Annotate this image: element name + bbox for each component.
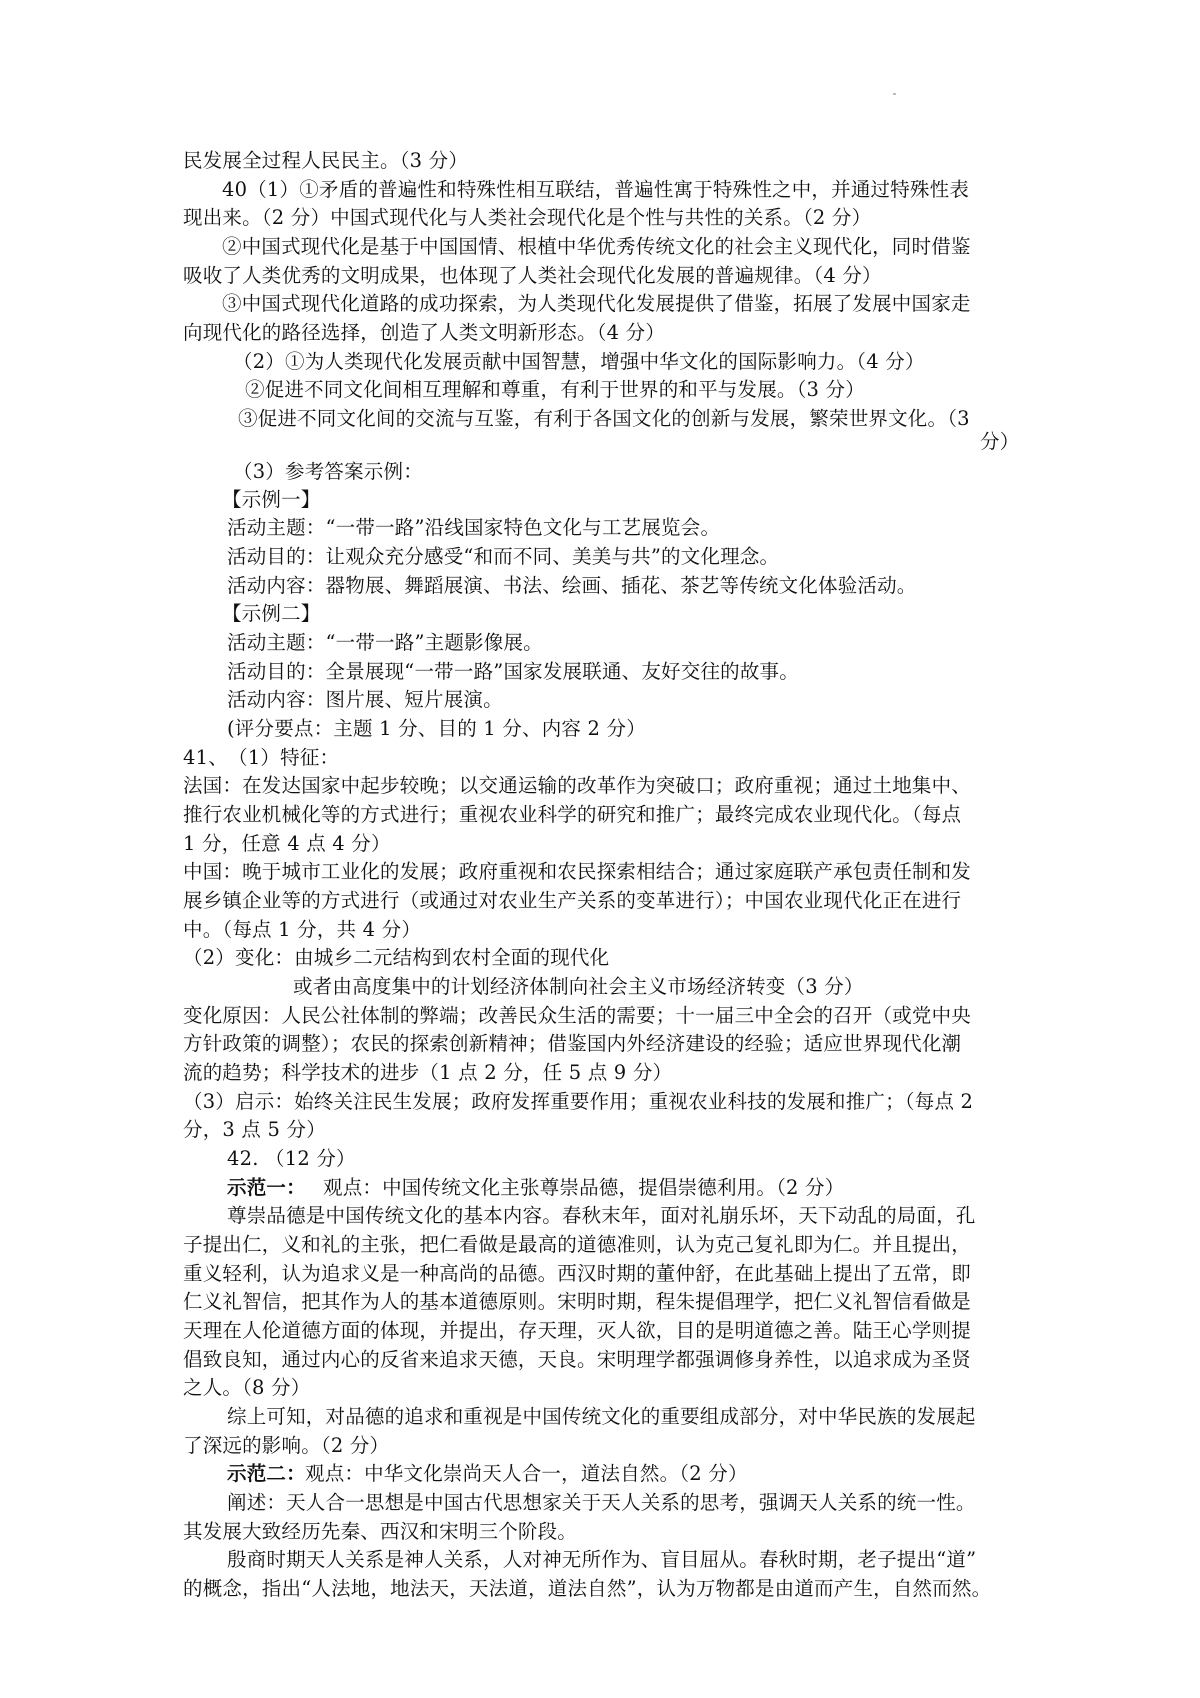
text-line: 中国：晚于城市工业化的发展；政府重视和农民探索相结合；通过家庭联产承包责任制和发 — [183, 860, 972, 883]
text-line: 倡致良知，通过内心的反省来追求天德，天良。宋明理学都强调修身养性，以追求成为圣贤 — [183, 1348, 972, 1371]
text-line: ②中国式现代化是基于中国国情、根植中华优秀传统文化的社会主义现代化，同时借鉴 — [222, 235, 971, 258]
heading-example-two: 示范二： — [227, 1462, 306, 1485]
text-line: ③中国式现代化道路的成功探索，为人类现代化发展提供了借鉴，拓展了发展中国家走 — [222, 292, 971, 315]
text-line: （2）变化：由城乡二元结构到农村全面的现代化 — [183, 946, 610, 969]
text-line: 41、 （1）特征： — [183, 746, 340, 769]
text-line: 了深远的影响。（2 分） — [183, 1434, 390, 1457]
text-line: 活动主题：“一带一路”沿线国家特色文化与工艺展览会。 — [227, 516, 721, 539]
text-line: 的概念，指出“人法地，地法天，天法道，道法自然”，认为万物都是由道而产生，自然而然。 — [183, 1577, 992, 1600]
text-line: 阐述：天人合一思想是中国古代思想家关于天人关系的思考，强调天人关系的统一性。 — [227, 1491, 976, 1514]
text-line: （2）①为人类现代化发展贡献中国智慧，增强中华文化的国际影响力。（4 分） — [233, 350, 925, 373]
text-line: 分，3 点 5 分） — [183, 1118, 326, 1141]
scan-speck — [893, 93, 896, 95]
text-line: 活动目的：全景展现“一带一路”国家发展联通、友好交往的故事。 — [227, 660, 799, 683]
text-line: (评分要点：主题 1 分、目的 1 分、内容 2 分） — [227, 717, 646, 740]
text-line: 中。（每点 1 分，共 4 分） — [183, 918, 422, 941]
text-line: 法国：在发达国家中起步较晚；以交通运输的改革作为突破口；政府重视；通过土地集中、 — [183, 774, 972, 797]
text-line: 展乡镇企业等的方式进行（或通过对农业生产关系的变革进行）；中国农业现代化正在进行 — [183, 889, 962, 912]
text-line: 向现代化的路径选择，创造了人类文明新形态。（4 分） — [183, 321, 666, 344]
text-line: （3）参考答案示例： — [233, 460, 423, 483]
text-line: 其发展大致经历先秦、西汉和宋明三个阶段。 — [183, 1520, 578, 1543]
text-line: 活动目的：让观众充分感受“和而不同、美美与共”的文化理念。 — [227, 545, 780, 568]
text-line: 42. （12 分） — [227, 1147, 356, 1170]
text-line: 综上可知，对品德的追求和重视是中国传统文化的重要组成部分，对中华民族的发展起 — [227, 1405, 976, 1428]
text-line: 活动内容：器物展、舞蹈展演、书法、绘画、插花、茶艺等传统文化体验活动。 — [227, 574, 917, 597]
text-line: 现出来。（2 分）中国式现代化与人类社会现代化是个性与共性的关系。（2 分） — [183, 206, 872, 229]
text-line: 观点：中国传统文化主张尊崇品德，提倡崇德利用。（2 分） — [323, 1176, 845, 1199]
text-line: 1 分，任意 4 点 4 分） — [183, 832, 391, 855]
text-line: 流的趋势；科学技术的进步（1 点 2 分，任 5 点 9 分） — [183, 1061, 673, 1084]
text-line: 民发展全过程人民民主。（3 分） — [183, 149, 469, 172]
text-line: 观点：中华文化崇尚天人合一，道法自然。（2 分） — [305, 1462, 748, 1485]
text-line: 活动内容：图片展、短片展演。 — [227, 688, 503, 711]
text-line: 【示例一】 — [222, 488, 321, 511]
text-line: 子提出仁，义和礼的主张，把仁看做是最高的道德准则，认为克己复礼即为仁。并且提出， — [183, 1233, 972, 1256]
text-line: 之人。（8 分） — [183, 1376, 311, 1399]
text-line: 重义轻利，认为追求义是一种高尚的品德。西汉时期的董仲舒，在此基础上提出了五常，即 — [183, 1262, 972, 1285]
text-line: ③促进不同文化间的交流与互鉴，有利于各国文化的创新与发展，繁荣世界文化。（3 — [238, 407, 970, 430]
text-line: 40（1）①矛盾的普遍性和特殊性相互联结，普遍性寓于特殊性之中，并通过特殊性表 — [222, 178, 970, 201]
text-line: 尊崇品德是中国传统文化的基本内容。春秋末年，面对礼崩乐坏，天下动乱的局面，孔 — [227, 1204, 976, 1227]
text-line: 天理在人伦道德方面的体现，并提出，存天理，灭人欲，目的是明道德之善。陆王心学则提 — [183, 1319, 972, 1342]
text-line: 仁义礼智信，把其作为人的基本道德原则。宋明时期，程朱提倡理学，把仁义礼智信看做是 — [183, 1290, 972, 1313]
text-line: 殷商时期天人关系是神人关系，人对神无所作为、盲目屈从。春秋时期，老子提出“道” — [227, 1548, 977, 1571]
text-line: 或者由高度集中的计划经济体制向社会主义市场经济转变（3 分） — [293, 975, 864, 998]
text-line: 推行农业机械化等的方式进行；重视农业科学的研究和推广；最终完成农业现代化。（每点 — [183, 803, 962, 826]
text-line: 吸收了人类优秀的文明成果，也体现了人类社会现代化发展的普遍规律。（4 分） — [183, 264, 882, 287]
heading-example-one: 示范一： — [227, 1176, 306, 1199]
text-line: ②促进不同文化间相互理解和尊重，有利于世界的和平与发展。（3 分） — [245, 378, 865, 401]
text-line: 方针政策的调整）；农民的探索创新精神；借鉴国内外经济建设的经验；适应世界现代化潮 — [183, 1032, 962, 1055]
text-line: 分） — [980, 430, 1020, 453]
text-line: 变化原因：人民公社体制的弊端；改善民众生活的需要；十一届三中全会的召开（或党中央 — [183, 1004, 972, 1027]
text-line: 活动主题：“一带一路”主题影像展。 — [227, 631, 543, 654]
text-line: 【示例二】 — [222, 602, 321, 625]
text-line: （3）启示：始终关注民生发展；政府发挥重要作用；重视农业科技的发展和推广；（每点 2 — [183, 1090, 974, 1113]
